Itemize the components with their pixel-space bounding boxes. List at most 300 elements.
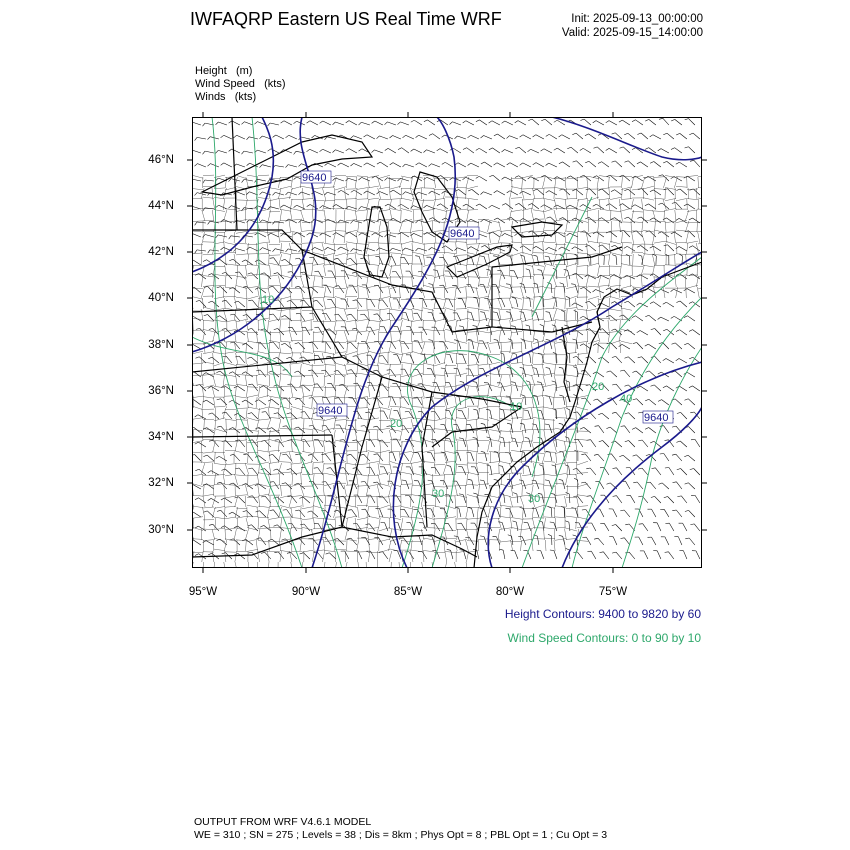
wind-barb-flag [195, 442, 199, 444]
wind-barb [662, 232, 669, 237]
wind-barb [649, 204, 656, 209]
wind-barb [637, 399, 643, 405]
wind-barb [404, 257, 409, 265]
wind-barb-flag [481, 162, 485, 164]
wind-barb [392, 397, 396, 405]
wind-barb [382, 384, 388, 391]
wind-barb-flag [572, 247, 575, 249]
wind-barb [300, 313, 305, 321]
wind-barb [290, 413, 297, 419]
wind-barb-flag [476, 148, 479, 150]
model-config: WE = 310 ; SN = 275 ; Levels = 38 ; Dis = 8km ; Phys Opt = 8 ; PBL Opt = 1 ; Cu Opt = 3 [194, 829, 608, 841]
wind-barb-flag [359, 207, 362, 210]
wind-barb-flag [611, 245, 615, 247]
wind-barb-flag [372, 233, 375, 235]
wind-barb [211, 471, 219, 475]
wind-barb-flag [526, 325, 530, 326]
wind-barb-flag [532, 368, 536, 369]
wind-barb [623, 204, 630, 209]
wind-barb-flag [611, 218, 615, 220]
wind-barb [525, 340, 526, 349]
wind-barb-flag [300, 524, 304, 525]
field-unit: (kts) [264, 78, 286, 90]
wind-barb [367, 163, 375, 167]
wind-barb-flag [599, 441, 603, 442]
wind-barb [661, 149, 669, 153]
wind-barb-flag [195, 137, 197, 140]
weather-map [192, 117, 702, 568]
wind-barb-flag [494, 479, 498, 480]
wind-barb-flag [229, 400, 232, 402]
wind-barb [365, 537, 370, 545]
wind-barb-flag [651, 329, 655, 330]
wind-barb [484, 481, 487, 490]
wind-barb-flag [480, 256, 484, 257]
wind-barb-flag [209, 440, 213, 441]
wind-barb [536, 135, 544, 139]
wind-barb [598, 454, 604, 461]
wind-barb [462, 467, 466, 475]
wind-barb [431, 369, 435, 377]
wind-barb-flag [437, 204, 441, 206]
wind-barb-flag [637, 217, 641, 218]
wind-barb [427, 150, 435, 153]
wind-barb [304, 524, 310, 531]
wind-barb [338, 314, 344, 321]
wind-barb [192, 122, 201, 125]
wind-barb-flag [537, 382, 541, 383]
wind-barb [457, 248, 466, 251]
wind-barb [576, 161, 583, 167]
wind-barb [549, 163, 557, 167]
wind-barb [388, 148, 396, 153]
wind-barb [616, 552, 622, 559]
wind-barb-flag [645, 344, 649, 346]
wind-barb [311, 287, 318, 293]
wind-barb-flag [507, 136, 510, 139]
wind-barb [551, 284, 552, 293]
wind-barb-flag [359, 177, 362, 180]
wind-barb [259, 456, 266, 461]
wind-barb [312, 454, 318, 461]
wind-barb-flag [294, 177, 297, 180]
wind-barb [628, 189, 635, 195]
wind-barb [419, 135, 427, 139]
wind-barb [289, 135, 297, 139]
county-line [300, 177, 304, 568]
wind-barb [436, 383, 440, 391]
wind-barb-flag [361, 482, 365, 483]
wind-barb [287, 510, 292, 517]
wind-barb-flag [235, 497, 239, 498]
wind-barb-flag [281, 234, 284, 237]
wind-barb [200, 328, 206, 335]
wind-barb-flag [222, 356, 226, 357]
county-line [192, 483, 588, 487]
wind-barb [613, 537, 617, 545]
wind-barb-flag [390, 190, 393, 192]
wind-barb-flag [580, 175, 584, 177]
wind-barb-flag [515, 147, 519, 149]
wind-barb-flag [547, 217, 551, 218]
wind-barb-flag [633, 343, 637, 344]
wind-barb [681, 412, 687, 419]
wind-barb [676, 454, 682, 461]
wind-barb-flag [494, 163, 497, 165]
wind-barb-flag [672, 202, 676, 203]
wind-barb-flag [507, 367, 511, 368]
wind-barb [674, 289, 682, 293]
lat-label: 44°N [148, 200, 174, 212]
wind-barb [627, 246, 635, 251]
wind-barb-flag [203, 123, 206, 126]
wind-barb-flag [295, 454, 299, 455]
wind-barb [484, 162, 492, 167]
wind-barb-flag [352, 328, 356, 329]
wind-barb-flag [580, 427, 584, 429]
wind-barb [577, 356, 583, 363]
wind-barb [252, 468, 258, 475]
wind-barb-flag [286, 135, 289, 138]
wind-barb [449, 299, 453, 307]
wind-barb [265, 440, 271, 447]
wind-barb-flag [222, 300, 226, 301]
wind-barb [432, 164, 440, 167]
wind-barb [393, 136, 401, 140]
wind-barb [239, 272, 245, 279]
wind-barb-flag [689, 330, 693, 332]
wind-barb [245, 400, 253, 405]
wind-barb-flag [208, 553, 212, 555]
wind-barb [234, 454, 240, 461]
wind-barb [299, 510, 305, 517]
wind-barb [666, 359, 674, 364]
wind-barb [696, 551, 700, 559]
wind-barb-flag [209, 524, 213, 525]
wind-barb [653, 218, 661, 223]
wind-barb [398, 327, 401, 335]
wind-barb-flag [676, 330, 680, 332]
wind-barb-flag [269, 314, 273, 315]
wind-barb-flag [203, 455, 207, 457]
wind-barb-flag [677, 469, 681, 470]
wind-barb [239, 356, 245, 363]
county-line [192, 285, 702, 289]
wind-speed-contour [572, 297, 702, 568]
wind-barb [523, 191, 531, 195]
wind-barb-flag [338, 247, 341, 250]
wind-barb [576, 340, 578, 349]
wind-barb-flag [243, 454, 247, 455]
county-line [267, 177, 271, 568]
wind-barb [457, 136, 466, 139]
field-label-wind-speed [195, 78, 286, 90]
wind-barb-flag [242, 179, 244, 182]
wind-barb [417, 369, 422, 377]
wind-barb [328, 163, 336, 167]
wind-barb-flag [234, 414, 238, 416]
wind-barb [382, 440, 388, 447]
wind-barb-flag [638, 440, 642, 441]
wind-barb [312, 370, 318, 377]
wind-barb-flag [300, 553, 304, 554]
wind-barb-flag [684, 289, 687, 291]
wind-barb [218, 122, 227, 125]
wind-barb [452, 122, 461, 125]
wind-barb [531, 149, 539, 153]
wind-barb [193, 345, 201, 350]
wind-barb-flag [286, 165, 289, 168]
wind-barb-flag [429, 134, 433, 136]
wind-barb-flag [566, 492, 570, 494]
wind-barb-flag [481, 245, 485, 247]
wind-barb-flag [204, 511, 208, 512]
wind-barb [379, 248, 388, 251]
wind-barb-flag [403, 248, 406, 251]
wind-barb [490, 410, 492, 419]
wind-barb-flag [612, 133, 616, 134]
wind-barb [336, 233, 344, 237]
wind-barb [436, 327, 440, 335]
wind-barb-flag [416, 135, 419, 137]
wind-barb [694, 160, 700, 167]
height-contour-label: 9640 [318, 405, 343, 417]
wind-barb-flag [671, 119, 675, 121]
wind-barb [689, 119, 695, 125]
wind-barb [541, 551, 544, 559]
wind-barb-flag [385, 234, 388, 237]
wind-barb-flag [416, 192, 419, 195]
wind-barb-flag [325, 192, 328, 195]
wind-barb [270, 123, 279, 125]
wind-barb-flag [554, 148, 558, 150]
wind-barb-flag [566, 408, 570, 410]
wind-barb-flag [580, 344, 584, 346]
wind-barb [549, 312, 552, 321]
wind-barb [459, 508, 461, 517]
wind-barb-flag [260, 136, 263, 139]
wind-barb [562, 135, 570, 139]
wind-barb-flag [594, 147, 598, 148]
wind-speed-contour-legend: Wind Speed Contours: 0 to 90 by 10 [507, 631, 701, 645]
wind-barb-flag [550, 550, 554, 551]
wind-barb [226, 412, 232, 419]
wind-barb-flag [689, 246, 693, 248]
wind-barb [246, 260, 253, 265]
wind-barb-flag [335, 398, 339, 399]
wind-barb-flag [606, 121, 609, 123]
wind-barb-flag [307, 205, 310, 207]
wind-barb-flag [249, 440, 253, 441]
wind-barb-flag [526, 297, 530, 298]
wind-barb [675, 371, 682, 377]
wind-barb-flag [565, 437, 569, 438]
wind-barb [675, 399, 682, 405]
wind-barb [219, 205, 227, 209]
wind-barb [577, 468, 583, 475]
wind-barb [602, 413, 609, 419]
wind-barb-flag [593, 344, 597, 346]
wind-barb [446, 246, 453, 251]
wind-barb-flag [309, 398, 313, 399]
wind-barb-flag [351, 190, 354, 192]
wind-barb-flag [566, 548, 570, 550]
wind-barb-flag [333, 178, 336, 181]
wind-barb-flag [552, 381, 556, 382]
wind-barb [590, 329, 596, 335]
wind-barb [688, 399, 695, 405]
wind-barb [318, 468, 323, 475]
wind-barb-flag [593, 399, 597, 400]
wind-barb [663, 343, 669, 350]
wind-barb [524, 284, 526, 293]
wind-barb-flag [326, 553, 330, 554]
wind-barb-flag [273, 469, 277, 470]
wind-barb-flag [314, 384, 318, 385]
wind-barb [519, 203, 526, 209]
wind-barb [236, 249, 245, 252]
wind-barb [239, 468, 245, 475]
lon-label: 80°W [495, 586, 525, 598]
height-contour-label: 9640 [644, 412, 669, 424]
wind-barb [232, 121, 240, 125]
wind-speed-contour-label: 20 [390, 418, 403, 430]
wind-barb [246, 372, 253, 377]
wind-barb [259, 484, 266, 489]
wind-barb-flag [229, 121, 232, 123]
wind-barb [462, 411, 466, 419]
wind-barb-flag [468, 247, 471, 249]
wind-barb [655, 468, 661, 475]
wind-barb-flag [473, 438, 477, 439]
wind-barb [274, 258, 279, 265]
wind-barb-flag [247, 163, 250, 166]
wind-barb-flag [346, 149, 349, 151]
wind-barb [687, 204, 695, 209]
wind-barb [224, 498, 232, 503]
wind-barb-flag [221, 498, 225, 500]
wind-barb-flag [612, 356, 616, 357]
wind-barb-flag [243, 511, 247, 512]
wind-barb [284, 121, 292, 125]
wind-barb-flag [247, 137, 250, 140]
wind-barb [549, 134, 557, 139]
wind-barb [537, 284, 539, 293]
wind-barb-flag [645, 119, 649, 121]
wind-barb-flag [398, 148, 402, 150]
county-line [192, 395, 588, 399]
wind-barb [326, 342, 331, 349]
wind-barb [194, 400, 201, 405]
wind-barb [244, 179, 253, 181]
wind-barb [226, 356, 232, 363]
wind-barb-flag [247, 357, 251, 358]
wind-barb-flag [652, 468, 656, 469]
wind-barb [693, 246, 700, 251]
wind-barb [221, 510, 227, 517]
wind-barb-flag [216, 456, 219, 458]
wind-barb-flag [322, 482, 326, 483]
wind-barb [450, 355, 453, 364]
wind-barb [225, 469, 232, 475]
wind-barb [554, 551, 557, 560]
county-line [192, 373, 588, 377]
wind-barb [339, 286, 344, 293]
wind-barb-flag [676, 359, 679, 361]
wind-barb [624, 538, 630, 545]
wind-barb [484, 219, 492, 223]
wind-barb [592, 523, 596, 531]
wind-barb [379, 136, 388, 139]
wind-barb [219, 456, 227, 461]
wind-barb-flag [217, 482, 221, 483]
wind-barb [583, 148, 591, 153]
wind-barb [466, 121, 474, 125]
wind-barb-flag [338, 163, 341, 165]
wind-barb-flag [441, 368, 445, 369]
height-contour-legend: Height Contours: 9400 to 9820 by 60 [504, 607, 701, 621]
map-panel [192, 117, 702, 568]
wind-barb-flag [546, 247, 549, 250]
wind-barb-flag [507, 191, 510, 193]
wind-barb [551, 508, 552, 517]
wind-barb [550, 368, 552, 377]
wind-barb-flag [612, 525, 616, 526]
wind-barb-flag [546, 163, 549, 165]
wind-barb-flag [658, 400, 662, 402]
wind-barb [391, 313, 396, 321]
wind-barb-flag [671, 289, 674, 291]
wind-barb-flag [585, 245, 589, 247]
wind-barb-flag [650, 135, 653, 137]
wind-barb [305, 412, 310, 419]
wind-barb-flag [347, 538, 351, 539]
wind-barb [628, 133, 635, 139]
wind-barb [194, 287, 201, 293]
lat-label: 32°N [148, 477, 174, 489]
wind-barb [414, 233, 422, 237]
wind-barb-flag [286, 249, 289, 252]
wind-barb [351, 538, 357, 545]
wind-barb [352, 425, 357, 433]
wind-speed-contour-label: 10 [262, 294, 275, 306]
wind-barb-flag [390, 136, 393, 139]
wind-barb [675, 119, 682, 125]
wind-barb [433, 134, 440, 139]
wind-barb [458, 453, 461, 462]
wind-barb-flag [520, 423, 524, 424]
wind-barb-flag [481, 136, 484, 139]
wind-barb-flag [286, 192, 289, 195]
wind-barb-flag [373, 370, 377, 371]
wind-barb-flag [659, 175, 663, 176]
wind-barb [485, 424, 487, 433]
wind-barb-flag [613, 468, 617, 469]
wind-barb-flag [321, 454, 325, 455]
wind-barb [628, 330, 635, 335]
wind-barb [653, 246, 661, 251]
wind-barb [492, 205, 500, 209]
wind-barb [505, 150, 513, 154]
wind-barb [285, 259, 292, 265]
wind-barb-flag [338, 190, 341, 192]
wind-barb-flag [454, 536, 458, 537]
wind-barb [649, 315, 656, 321]
wind-barb [236, 164, 245, 167]
wind-barb-flag [672, 454, 676, 455]
wind-barb-flag [520, 246, 524, 248]
wind-barb-flag [429, 248, 432, 251]
